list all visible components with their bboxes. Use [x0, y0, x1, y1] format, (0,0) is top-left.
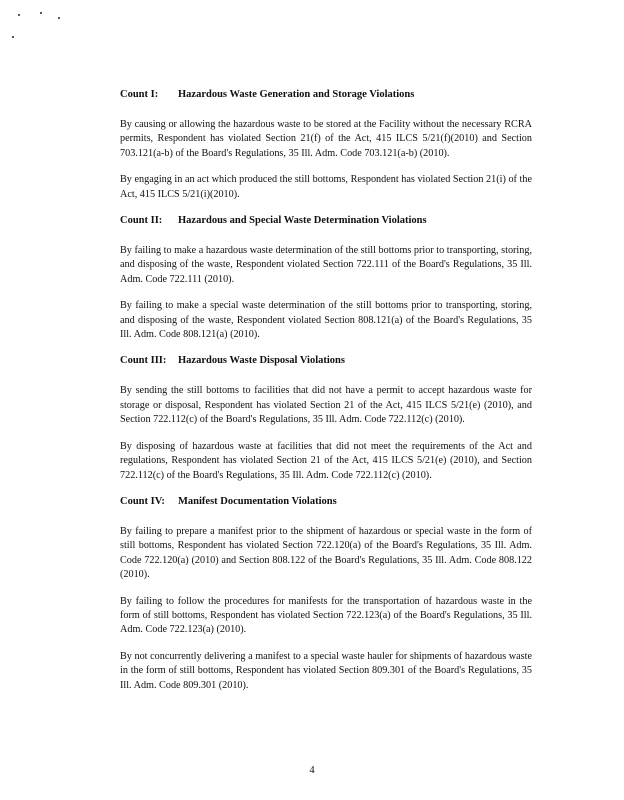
count-4-label: Count IV: [120, 495, 165, 507]
count-2-title: Hazardous and Special Waste Determination Violations [178, 215, 427, 227]
scan-speck [18, 14, 20, 16]
count-1-label: Count I: [120, 89, 159, 100]
count-3-paragraph-2: By disposing of hazardous waste at facilities that did not meet the requirements of the Act and regulations, Respondent has violated Section 21 of the Act, 415 ILCS 5/21(e) (2010), and Section 722.112(c) of the Board's Regulations, 35 Ill. Adm. Code 722.112(c) (2010). [120, 440, 532, 481]
count-2-heading [120, 214, 532, 228]
document-page [120, 88, 532, 705]
count-4-paragraph-2: By failing to follow the procedures for manifests for the transportation of hazardous waste in the form of still bottoms, Respondent has violated Section 722.123(a) of the Board's Regulations, 35 Ill. Adm. Code 722.123(a) (2010). [120, 595, 532, 636]
count-1-section [120, 88, 532, 202]
count-4-section [120, 495, 532, 693]
scan-speck [58, 17, 60, 19]
count-3-section [120, 354, 532, 482]
count-1-heading [120, 88, 532, 102]
count-4-paragraph-3: By not concurrently delivering a manifest to a special waste hauler for shipments of hazardous waste in the form of still bottoms, Respondent has violated Section 809.301 of the Board's Regulations, 35 Ill. Adm. Code 809.301 (2010). [120, 650, 532, 691]
count-1-paragraph-1: By causing or allowing the hazardous waste to be stored at the Facility without the necessary RCRA permits, Respondent has violated Section 21(f) of the Act, 415 ILCS 5/21(f)(2010) and Section 703.121(a-b) of the Board's Regulations, 35 Ill. Adm. Code 703.121(a-b) (2010). [120, 119, 532, 159]
count-3-heading [120, 354, 532, 368]
count-3-label: Count III: [120, 355, 167, 367]
count-2-paragraph-1: By failing to make a hazardous waste determination of the still bottoms prior to transporting, storing, and disposing of the waste, Respondent violated Section 722.111 of the Board's Regulations, 35 Ill. Adm. Code 722.111 (2010). [120, 245, 532, 285]
count-4-title: Manifest Documentation Violations [178, 495, 337, 507]
count-1-title: Hazardous Waste Generation and Storage Violations [178, 89, 415, 100]
count-3-title: Hazardous Waste Disposal Violations [178, 355, 345, 367]
count-2-label: Count II: [120, 215, 163, 227]
count-3-paragraph-1: By sending the still bottoms to facilities that did not have a permit to accept hazardous waste for storage or disposal, Respondent has violated Section 21 of the Act, 415 ILCS 5/21(e) (2010), and Section 722.112(c) of the Board's Regulations, 35 Ill. Adm. Code 722.112(c) (2010). [120, 385, 532, 426]
scan-speck [40, 12, 42, 14]
page-number: 4 [309, 765, 315, 776]
scan-speck [12, 36, 14, 38]
count-2-section [120, 214, 532, 342]
count-2-paragraph-2: By failing to make a special waste determination of the still bottoms prior to transporting, storing, and disposing of the waste, Respondent violated Section 808.121(a) of the Board's Regulations, 35 Ill. Adm. Code 808.121(a) (2010). [120, 300, 532, 341]
count-4-paragraph-1: By failing to prepare a manifest prior to the shipment of hazardous or special waste in the form of still bottoms, Respondent has violated Section 722.120(a) of the Board's Regulations, 35 Ill. Adm. Code 722.120(a) (2010) and Section 808.122 of the Board's Regulations, 35 Ill. Adm. Code 808.122 (2010). [120, 525, 532, 581]
count-1-paragraph-2: By engaging in an act which produced the still bottoms, Respondent has violated Section 21(i) of the Act, 415 ILCS 5/21(i)(2010). [120, 174, 532, 200]
count-4-heading [120, 495, 532, 509]
